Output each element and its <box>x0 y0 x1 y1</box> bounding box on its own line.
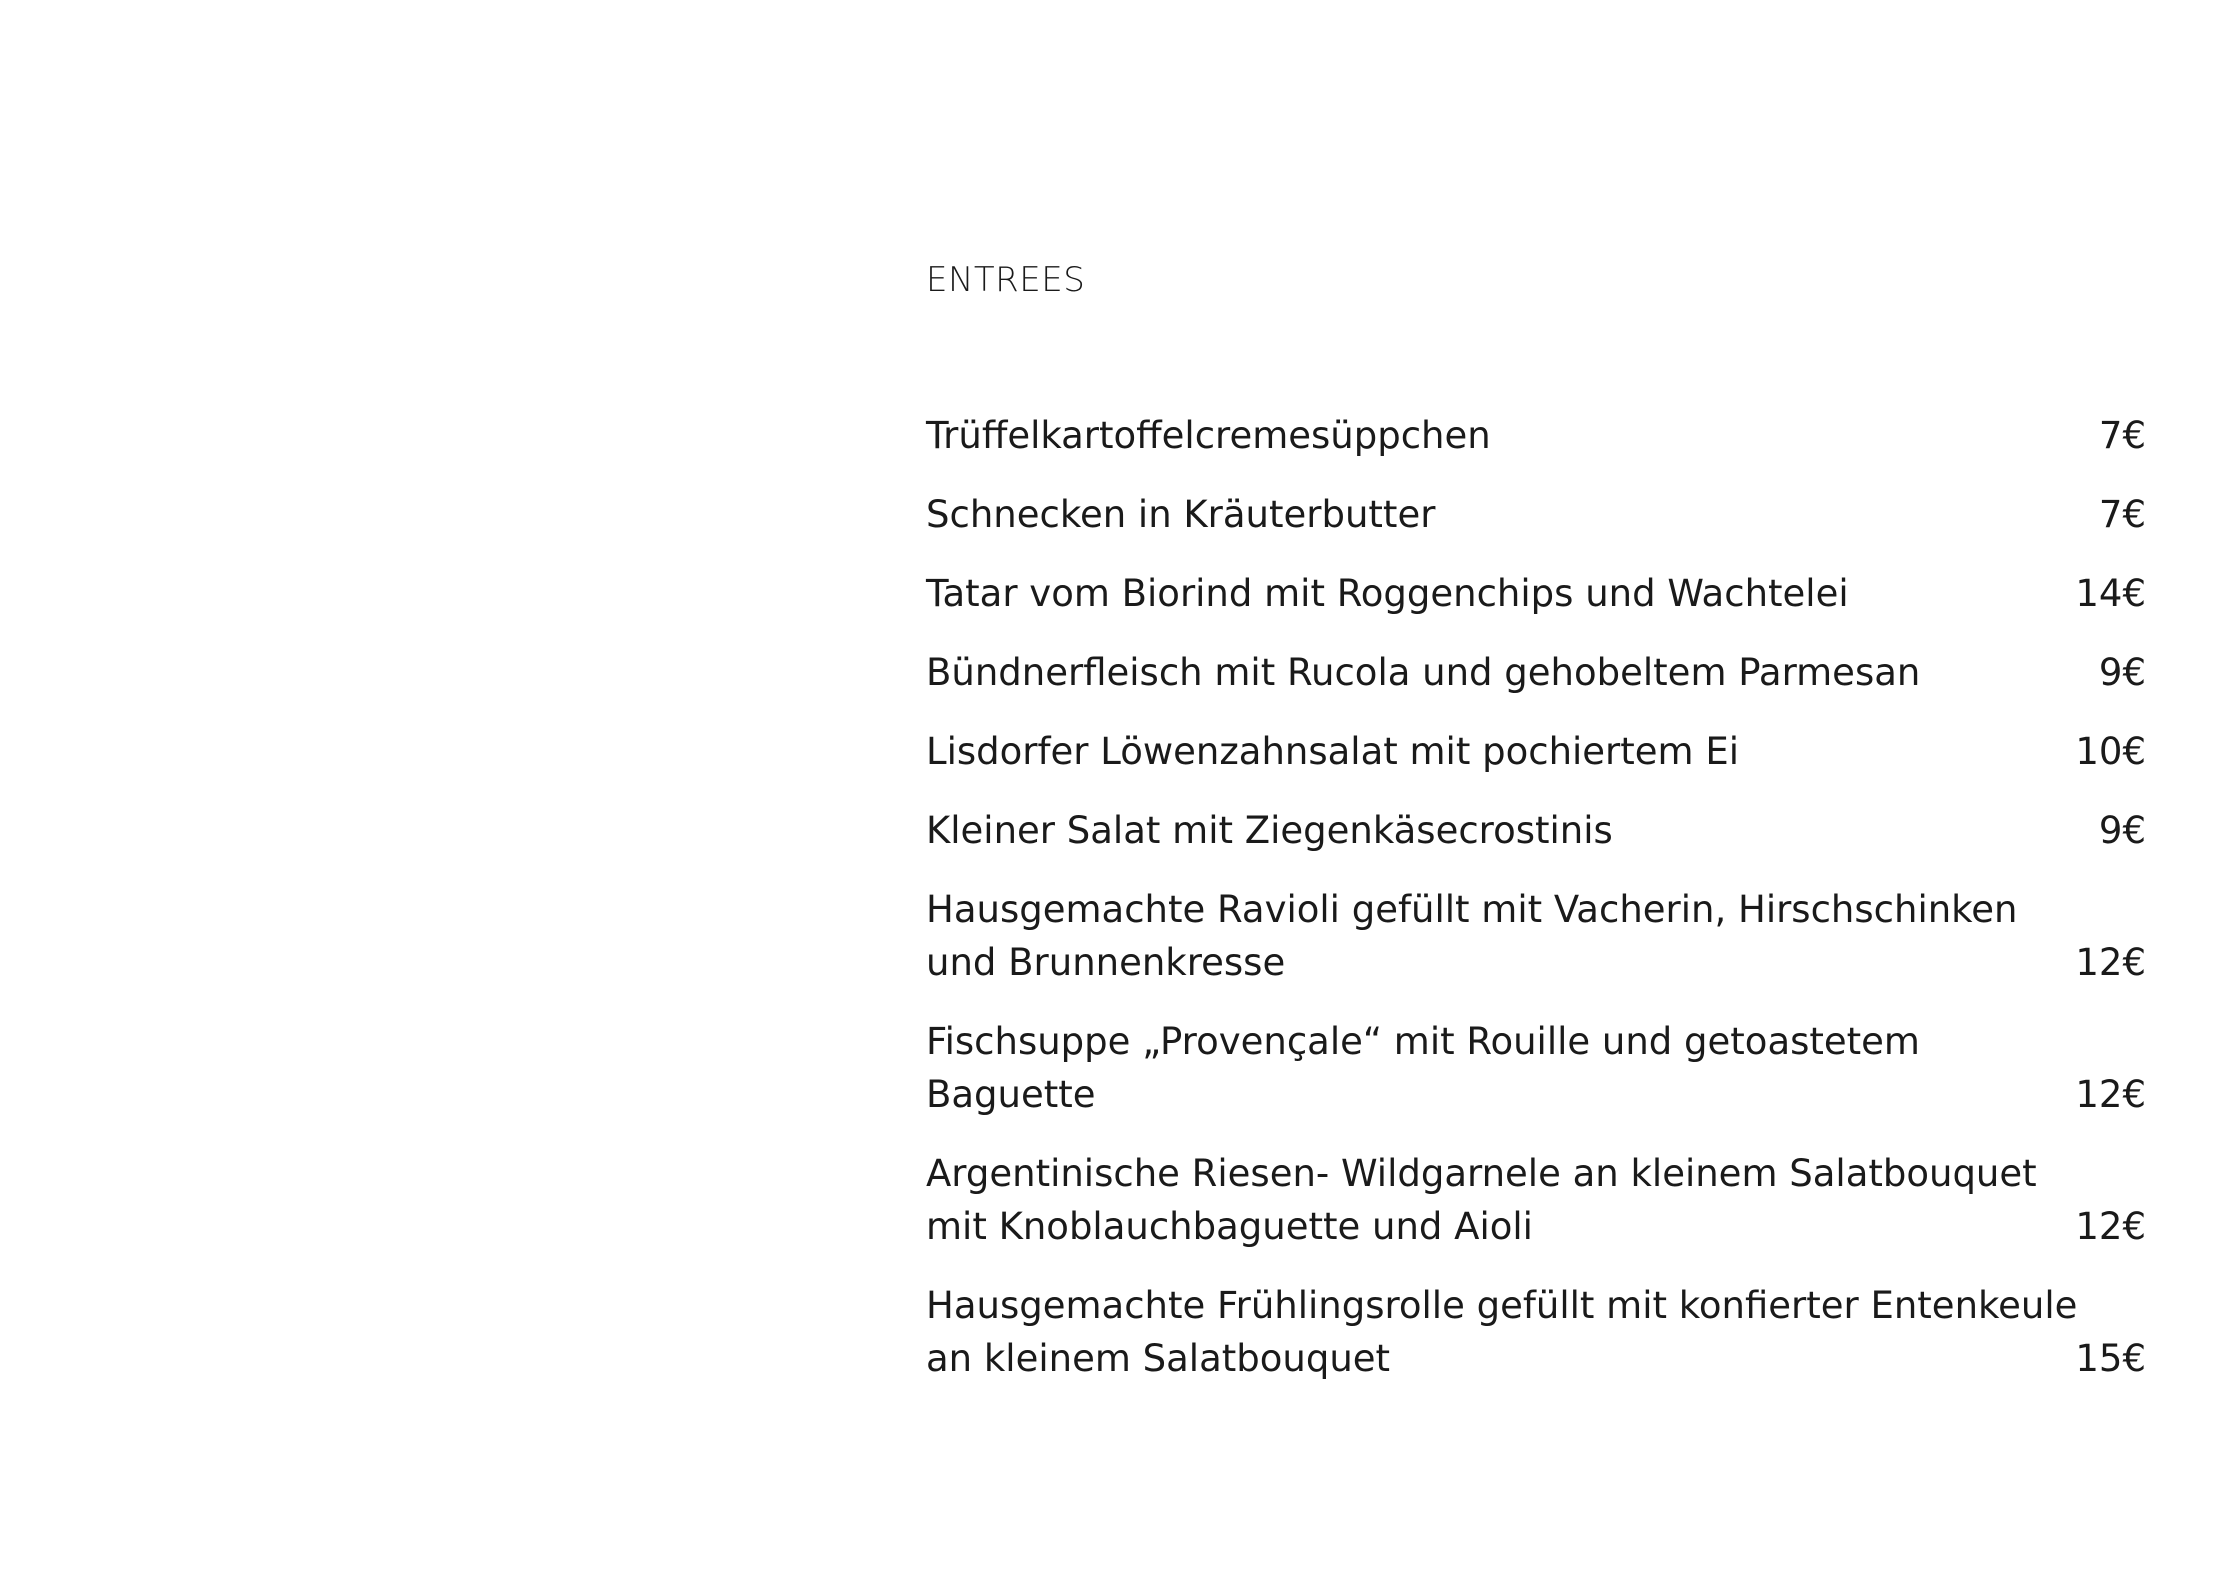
menu-item <box>926 567 2146 620</box>
menu-item-name: Hausgemachte Ravioli gefüllt mit Vacherin, Hirschschinken und Brunnenkresse <box>926 888 2018 984</box>
menu-item-price: 12€ <box>2075 941 2146 984</box>
menu-item <box>926 725 2146 778</box>
menu-item-name: Tatar vom Biorind mit Roggenchips und Wachtelei <box>926 572 1849 615</box>
menu-item <box>926 1015 2146 1121</box>
menu-item <box>926 1279 2146 1385</box>
menu-item-price: 7€ <box>2098 493 2146 536</box>
menu-item <box>926 646 2146 699</box>
menu-item-name: Bündnerfleisch mit Rucola und gehobeltem Parmesan <box>926 651 1921 694</box>
menu-item <box>926 409 2146 462</box>
menu-item-price: 14€ <box>2075 572 2146 615</box>
menu-items-list <box>926 409 2146 1411</box>
menu-item-price: 9€ <box>2098 651 2146 694</box>
menu-item-name: Lisdorfer Löwenzahnsalat mit pochiertem Ei <box>926 730 1740 773</box>
menu-item-name: Hausgemachte Frühlingsrolle gefüllt mit konfierter Entenkeule an kleinem Salatbouquet <box>926 1284 2078 1380</box>
section-title: ENTREES <box>926 260 1086 300</box>
menu-item <box>926 1147 2146 1253</box>
entrees-menu <box>926 256 2146 1380</box>
menu-item-price: 15€ <box>2075 1337 2146 1380</box>
menu-item-name: Trüffelkartoffelcremesüppchen <box>926 414 1491 457</box>
menu-item-name: Fischsuppe „Provençale“ mit Rouille und getoastetem Baguette <box>926 1020 1920 1116</box>
menu-item-name: Schnecken in Kräuterbutter <box>926 493 1436 536</box>
menu-item-price: 12€ <box>2075 1205 2146 1248</box>
menu-item-price: 10€ <box>2075 730 2146 773</box>
menu-item-price: 7€ <box>2098 414 2146 457</box>
menu-item <box>926 883 2146 989</box>
menu-item-price: 9€ <box>2098 809 2146 852</box>
menu-item-price: 12€ <box>2075 1073 2146 1116</box>
menu-item-name: Argentinische Riesen- Wildgarnele an kleinem Salatbouquet mit Knoblauchbaguette und Aioli <box>926 1152 2037 1248</box>
menu-item-name: Kleiner Salat mit Ziegenkäsecrostinis <box>926 809 1613 852</box>
menu-item <box>926 488 2146 541</box>
menu-item <box>926 804 2146 857</box>
